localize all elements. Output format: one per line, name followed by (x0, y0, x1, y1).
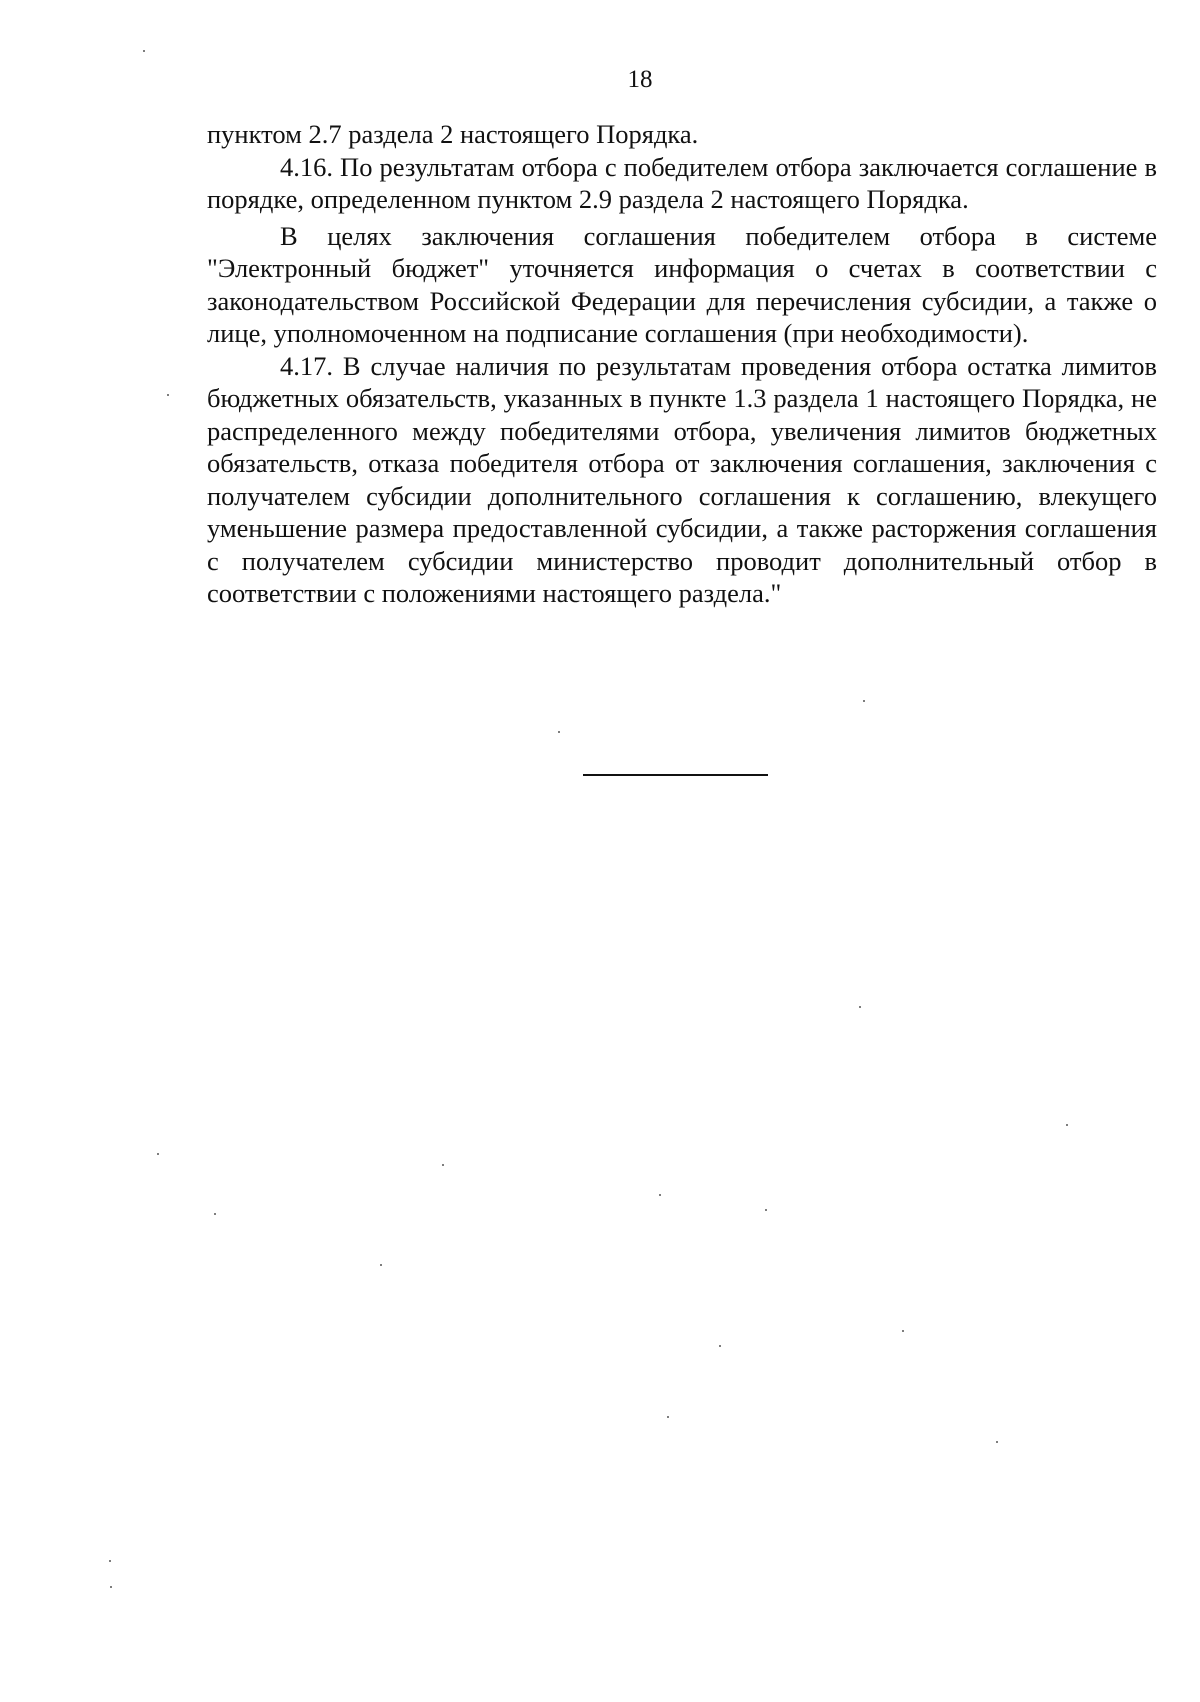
scan-speck (442, 1164, 444, 1166)
scan-speck (380, 1264, 382, 1266)
scan-speck (109, 1560, 111, 1562)
paragraph-continuation: пунктом 2.7 раздела 2 настоящего Порядка. (207, 119, 699, 149)
paragraph-4-17: 4.17. В случае наличия по результатам проведения отбора остатка лимитов бюджетных обязательств, указанных в пункте 1.3 раздела 1 настоящего Порядка, не распределенного между победителями отбора, увеличения лимитов бюджетных обязательств, отказа победителя отбора от заключения соглашения, заключения с получателем субсидии дополнительного соглашения к соглашению, влекущего уменьшение размера предоставленной субсидии, а также расторжения соглашения с получателем субсидии министерство проводит дополнительный отбор в соответствии с положениями настоящего раздела." (207, 350, 1157, 608)
scan-speck (214, 1213, 216, 1215)
scan-speck (110, 1586, 112, 1588)
scan-speck (765, 1209, 767, 1211)
scan-speck (996, 1441, 998, 1443)
end-of-text-rule (583, 774, 768, 776)
document-body (207, 118, 1157, 610)
scan-speck (659, 1194, 661, 1196)
scan-speck (667, 1416, 669, 1418)
scan-speck (859, 1006, 861, 1008)
page-number: 18 (627, 66, 653, 93)
paragraph-electronic-budget: В целях заключения соглашения победителем отбора в системе "Электронный бюджет" уточняется информация о счетах в соответствии с законодательством Российской Федерации для перечисления субсидии, а также о лице, уполномоченном на подписание соглашения (при необходимости). (207, 220, 1157, 348)
scan-speck (157, 1153, 159, 1155)
scan-speck (863, 700, 865, 702)
scan-speck (902, 1330, 904, 1332)
scan-speck (167, 394, 169, 396)
scan-speck (719, 1345, 721, 1347)
scan-speck (143, 50, 145, 52)
paragraph-4-16: 4.16. По результатам отбора с победителем отбора заключается соглашение в порядке, определенном пунктом 2.9 раздела 2 настоящего Порядка. (207, 151, 1157, 214)
scan-speck (1066, 1124, 1068, 1126)
scan-speck (558, 731, 560, 733)
